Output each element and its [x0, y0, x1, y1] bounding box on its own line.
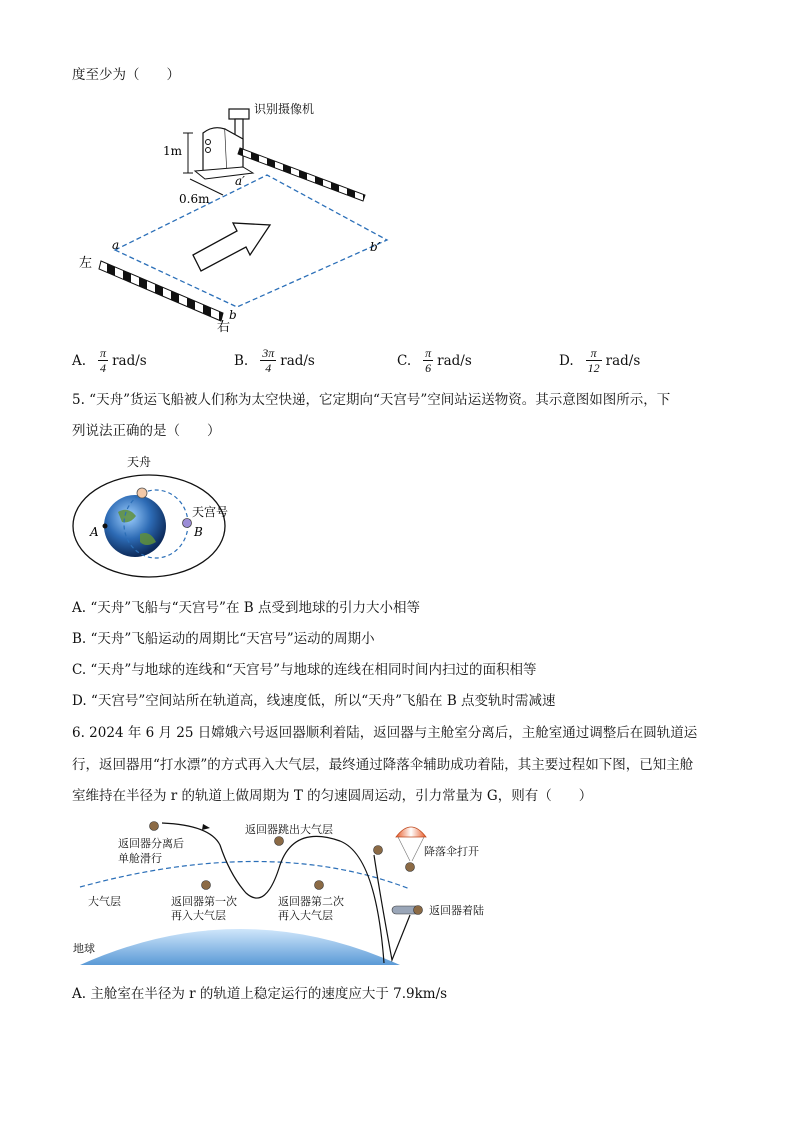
label-first-entry-1: 返回器第一次: [171, 895, 237, 908]
label-earth: 地球: [73, 942, 95, 955]
camera-label: 识别摄像机: [254, 102, 315, 116]
q4-option-c[interactable]: C. $\frac{\pi}{6}$ rad/s: [397, 346, 472, 375]
q6-stem-line1: 6. 2024 年 6 月 25 日嫦娥六号返回器顺利着陆，返回器与主舱室分离后，主舱室通过调整后在圆轨道运: [72, 725, 698, 741]
tianzhou-icon: [137, 488, 147, 498]
tiangong-icon: [183, 519, 192, 528]
q5-stem-line2: 列说法正确的是（ ）: [72, 423, 221, 439]
label-B: B: [194, 525, 203, 539]
label-tiangong: 天宫号: [192, 505, 229, 519]
label-second-entry-1: 返回器第二次: [278, 895, 344, 908]
barrier-gate-figure: [75, 95, 405, 335]
label-tianzhou: 天舟: [127, 455, 152, 469]
q4-option-b[interactable]: B. $\frac{3\pi}{4}$ rad/s: [234, 346, 315, 375]
q6-option-a[interactable]: A. 主舱室在半径为 r 的轨道上稳定运行的速度应大于 7.9km/s: [72, 986, 448, 1002]
earth-icon: [104, 495, 166, 557]
label-separation-1: 返回器分离后: [118, 837, 184, 850]
camera-icon: [229, 109, 249, 119]
gate-box: [203, 128, 227, 171]
parachute-icon: [396, 827, 426, 837]
label-skip-out: 返回器跳出大气层: [245, 823, 333, 836]
q4-option-a[interactable]: A. $\frac{\pi}{4}$ rad/s: [72, 346, 147, 375]
label-landing: 返回器着陆: [429, 904, 484, 917]
height-label: 1m: [163, 144, 183, 158]
ground-stripe: [99, 261, 223, 321]
label-b: b: [229, 308, 237, 322]
width-label: 0.6m: [179, 192, 210, 206]
label-atmosphere: 大气层: [88, 895, 121, 908]
q5-option-a[interactable]: A. “天舟”飞船与“天宫号”在 B 点受到地球的引力大小相等: [72, 600, 420, 616]
label-a: a: [112, 238, 120, 252]
orbit-figure: [70, 450, 250, 585]
label-left: 左: [79, 256, 93, 271]
q4-option-d[interactable]: D. $\frac{\pi}{12}$ rad/s: [559, 346, 641, 375]
q6-stem-line3: 室维持在半径为 r 的轨道上做周期为 T 的匀速圆周运动，引力常量为 G，则有（ ）: [72, 788, 593, 804]
q4-stem-tail: 度至少为（ ）: [72, 67, 180, 83]
point-a-dot: [103, 524, 108, 529]
q5-stem-line1: 5. “天舟”货运飞船被人们称为太空快递，它定期向“天宫号”空间站运送物资。其示意图如图所示，下: [72, 392, 671, 408]
q5-option-b[interactable]: B. “天舟”飞船运动的周期比“天宫号”运动的周期小: [72, 631, 375, 647]
label-a-prime: a′: [235, 174, 245, 188]
label-second-entry-2: 再入大气层: [278, 909, 333, 922]
label-separation-2: 单舱滑行: [118, 852, 162, 865]
label-first-entry-2: 再入大气层: [171, 909, 226, 922]
capsule-icon: [150, 822, 159, 831]
direction-arrow-icon: [193, 223, 270, 271]
q5-option-c[interactable]: C. “天舟”与地球的连线和“天宫号”与地球的连线在相同时间内扫过的面积相等: [72, 662, 537, 678]
label-b-prime: b′: [370, 240, 381, 254]
earth-surface: [80, 929, 400, 965]
q6-stem-line2: 行，返回器用“打水漂”的方式再入大气层，最终通过降落伞辅助成功着陆，其主要过程如下图，已知主舱: [72, 757, 694, 773]
label-right: 右: [217, 320, 231, 335]
label-A: A: [90, 525, 99, 539]
q5-option-d[interactable]: D. “天宫号”空间站所在轨道高，线速度低，所以“天舟”飞船在 B 点变轨时需减速: [72, 693, 556, 709]
label-parachute: 降落伞打开: [424, 845, 479, 858]
